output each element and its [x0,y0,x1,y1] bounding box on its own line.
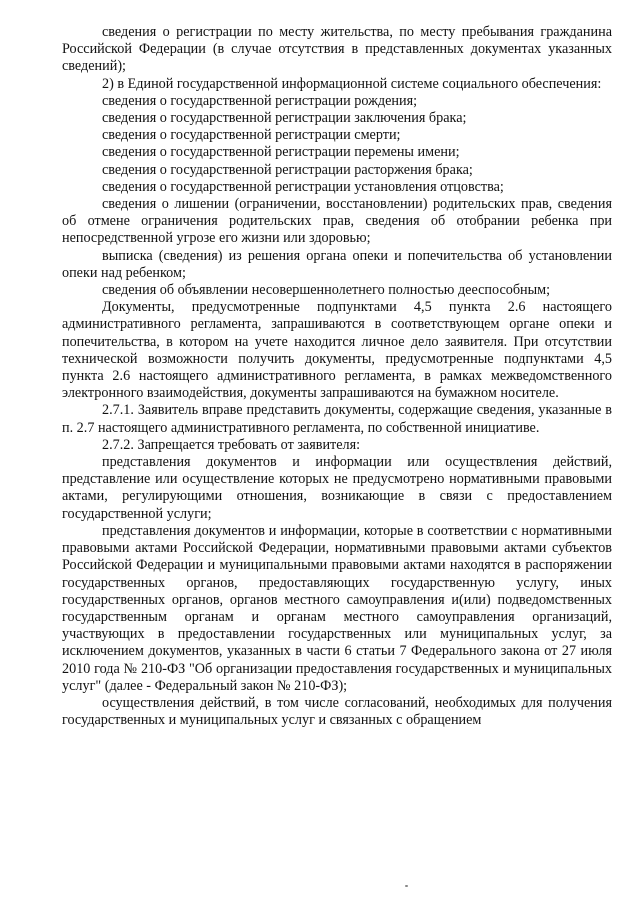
paragraph-marriage-registration: сведения о государственной регистрации заключения брака; [102,110,467,127]
paragraph-section-2-7-2: 2.7.2. Запрещается требовать от заявителя: [102,436,361,453]
paragraph-guardianship-extract: выписка (сведения) из решения органа опеки и попечительства об установлении опеки над ребенком; [62,247,612,281]
paragraph-death-registration: сведения о государственной регистрации смерти; [102,127,401,144]
paragraph-birth-registration: сведения о государственной регистрации рождения; [102,92,418,109]
paragraph-prohibition-2: представления документов и информации, которые в соответствии с нормативными правовыми актами Российской Федерации, нормативными правовыми актами субъектов Российской Федерации и муниципальными правовыми актами находятся в распоряжении государственных органов, предоставляющих государственную услугу, иных государственных органов, органов местного самоуправления и(или) подведомственных государственным органам и органам местного самоуправления организаций, участвующих в предоставлении государственных или муниципальных услуг, за исключением документов, указанных в части 6 статьи 7 Федерального закона от 27 июля 2010 года № 210-ФЗ "Об организации предоставления государственных и муниципальных услуг" (далее - Федеральный закон № 210-ФЗ); [62,522,612,694]
paragraph-egisso-heading: 2) в Единой государственной информационной системе социального обеспечения: [102,75,602,92]
paragraph-emancipation: сведения об объявлении несовершеннолетнего полностью дееспособным; [102,282,551,299]
paragraph-paternity-registration: сведения о государственной регистрации установления отцовства; [102,178,504,195]
paragraph-registration-info: сведения о регистрации по месту жительства, по месту пребывания гражданина Российской Федерации (в случае отсутствия в представленных документах указанных сведений); [62,24,612,75]
paragraph-prohibition-1: представления документов и информации или осуществления действий, представление или осуществление которых не предусмотрено нормативными правовыми актами, регулирующими отношения, возникающие в связи с предоставлением государственной услуги; [62,454,612,522]
paragraph-documents-requested: Документы, предусмотренные подпунктами 4,5 пункта 2.6 настоящего административного регламента, запрашиваются в соответствующем органе опеки и попечительства, в котором на учете находится личное дело заявителя. При отсутствии технической возможности получить документы, предусмотренные подпунктами 4,5 пункта 2.6 настоящего административного регламента, в рамках межведомственного электронного взаимодействия, документы запрашиваются на бумажном носителе. [62,299,612,402]
paragraph-name-change-registration: сведения о государственной регистрации перемены имени; [102,144,460,161]
paragraph-prohibition-3: осуществления действий, в том числе согласований, необходимых для получения государственных и муниципальных услуг и связанных с обращением [62,694,612,729]
paragraph-divorce-registration: сведения о государственной регистрации расторжения брака; [102,161,473,178]
paragraph-parental-rights: сведения о лишении (ограничении, восстановлении) родительских прав, сведения об отмене ограничения родительских прав, сведения об отобрании ребенка при непосредственной угрозе его жизни или здоровью; [62,196,612,247]
paragraph-section-2-7-1: 2.7.1. Заявитель вправе представить документы, содержащие сведения, указанные в п. 2.7 настоящего административного регламента, по собственной инициативе. [62,402,612,436]
scan-speck [405,885,408,887]
